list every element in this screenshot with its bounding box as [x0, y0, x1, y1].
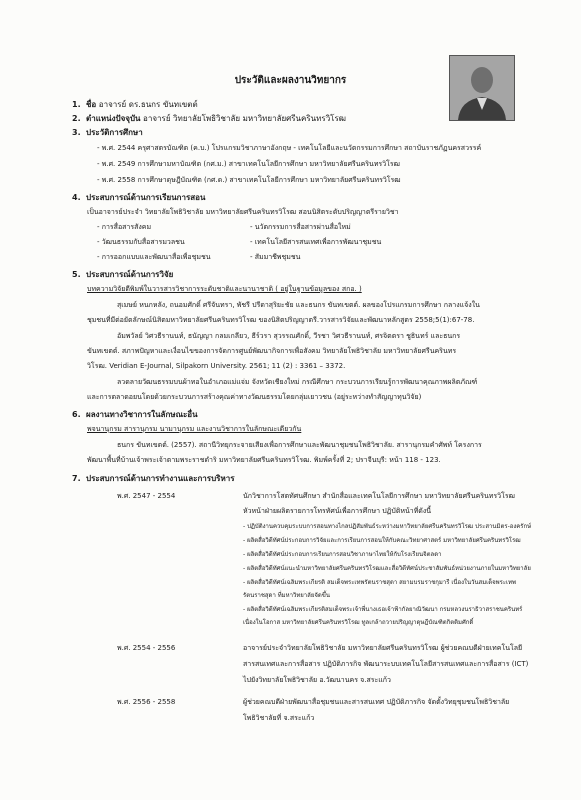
other-works-heading: พจนานุกรม สารานุกรม นามานุกรม และงานวิชาการในลักษณะเดียวกัน — [87, 425, 302, 433]
period-detail: - ผลิตสื่อวิดีทัศน์เฉลิมพระเกียรติ สมเด็จพระเทพรัตนราชสุดา สยามบรมราชกุมารี เนื่องในวันสมเด็จพระเทพ — [243, 579, 516, 586]
research-line: และการตลาดอยนโดยด้วยกระบวนการสร้างคุณค่าทางวัฒนธรรมโดยกลุ่มเยาวชน (อยู่ระหว่างทำสัญญาทุนวิจัย) — [87, 393, 422, 401]
section-label: ประสบการณ์ด้านการวิจัย — [86, 270, 174, 279]
section-label: ประสบการณ์ด้านการทำงานและการบริหาร — [86, 474, 235, 483]
section-number: 6. — [72, 410, 81, 419]
period-detail: - ผลิตสื่อวิดีทัศน์แนะนำมหาวิทยาลัยศรีนครินทรวิโรฒและสื่อวิดีทัศน์ประชาสัมพันธ์หน่วยงานภายในมหาวิทยาลัย — [243, 565, 531, 572]
education-item: - พ.ศ. 2549 การศึกษามหาบัณฑิต (กศ.ม.) สาขาเทคโนโลยีการศึกษา มหาวิทยาลัยศรีนครินทรวิโรฒ — [97, 160, 400, 168]
section-label: ผลงานทางวิชาการในลักษณะอื่น — [86, 410, 198, 419]
section-education — [72, 127, 143, 138]
section-name — [72, 99, 198, 110]
course-item: - วัฒนธรรมกับสื่อสารมวลชน — [97, 238, 185, 246]
period-detail: เนื่องในโอกาส มหาวิทยาลัยศรีนครินทรวิโรฒ ทูลเกล้าถวายปริญญาดุษฎีบัณฑิตกิตติมศักดิ์ — [243, 619, 474, 626]
period-role: ไปยังวิทยาลัยโพธิวิชาลัย อ.วัฒนานคร จ.สระแก้ว — [243, 676, 391, 684]
current-position: อาจารย์ วิทยาลัยโพธิวิชาลัย มหาวิทยาลัยศรีนครินทรวิโรฒ — [143, 114, 347, 123]
section-number: 2. — [72, 114, 81, 123]
period-detail: - ผลิตสื่อวิดีทัศน์ประกอบการวิจัยและการเรียนการสอนให้กับคณะวิทยาศาสตร์ มหาวิทยาลัยศรีนครินทรวิโรฒ — [243, 537, 521, 544]
section-label: ชื่อ — [86, 100, 97, 109]
person-portrait-icon — [450, 56, 514, 120]
course-item: - การสื่อสารสังคม — [97, 223, 152, 231]
section-number: 4. — [72, 193, 81, 202]
period-detail: - ปฏิบัติงานควบคุมระบบการสอนทางไกลปฏิสัมพันธ์ระหว่างมหาวิทยาลัยศรีนครินทรวิโรฒ ประสานมิตร-องครักษ์ — [243, 523, 532, 530]
research-line: ลวดลายวัฒนธรรมบนผ้าทอในอำเภอแม่แจ่ม จังหวัดเชียงใหม่ กรณีศึกษา กระบวนการเรียนรู้การพัฒนาคุณภาพผลิตภัณฑ์ — [117, 378, 478, 386]
period-role: โพธิวิชาลัยที่ จ.สระแก้ว — [243, 714, 315, 722]
period-years: พ.ศ. 2554 - 2556 — [117, 644, 176, 652]
section-number: 3. — [72, 128, 81, 137]
course-item: - เทคโนโลยีสารสนเทศเพื่อการพัฒนาชุมชน — [250, 238, 382, 246]
period-detail: - ผลิตสื่อวิดีทัศน์เฉลิมพระเกียรติสมเด็จพระเจ้าพี่นางเธอเจ้าฟ้ากัลยาณิวัฒนา กรมหลวงนราธิวาสราชนครินทร์ — [243, 606, 523, 613]
research-line: ชุมชนที่มีต่อยัตลักษณ์นิสิตมหาวิทยาลัยศรีนครินทรวิโรฒ ของนิสิตปริญญาตรี.วารสารวิจัยและพัฒนาหลักสูตร 2558;5(1):67-78. — [87, 316, 475, 324]
period-detail: รัตนราชสุดา ที่มหาวิทยาลัยจัดขึ้น — [243, 592, 330, 599]
section-admin — [72, 473, 235, 484]
period-detail: - ผลิตสื่อวิดีทัศน์ประกอบการเรียนการสอนวิชาภาษาไทยให้กับโรงเรียนจิตลดา — [243, 551, 442, 558]
section-position — [72, 113, 346, 124]
period-years: พ.ศ. 2547 - 2554 — [117, 492, 176, 500]
section-number: 7. — [72, 474, 81, 483]
period-role: สารสนเทศและการสื่อสาร ปฏิบัติภารกิจ พัฒนาระบบเทคโนโลยีสารสนเทศและการสื่อสาร (ICT) — [243, 660, 529, 668]
course-item: - นวัตกรรมการสื่อสารผ่านสื่อใหม่ — [250, 223, 351, 231]
period-role: อาจารย์ประจำวิทยาลัยโพธิวิชาลัย มหาวิทยาลัยศรีนครินทรวิโรฒ ผู้ช่วยคณบดีฝ่ายเทคโนโลยี — [243, 644, 523, 652]
section-other-works — [72, 409, 198, 420]
section-teaching — [72, 192, 205, 203]
course-item: - สัมมาชีพชุมชน — [250, 253, 301, 261]
speaker-name: อาจารย์ ดร.ธนกร ขันทเขตต์ — [98, 100, 198, 109]
education-item: - พ.ศ. 2544 ครุศาสตรบัณฑิต (ค.บ.) โปรแกรมวิชาภาษาอังกฤษ - เทคโนโลยีและนวัตกรรมการศึกษา สถาบันราชภัฏนครสวรรค์ — [97, 144, 482, 152]
other-works-line: พัฒนาพื้นที่บ้านเจ้าพระเจ้าตามพระราชดำริ มหาวิทยาลัยศรีนครินทรวิโรฒ. พิมพ์ครั้งที่ 2; ปราจีนบุรี: หน้า 118 - 123. — [87, 456, 441, 464]
teaching-intro: เป็นอาจารย์ประจำ วิทยาลัยโพธิวิชาลัย มหาวิทยาลัยศรีนครินทรวิโรฒ สอนนิสิตระดับปริญญาตรีรายวิชา — [87, 208, 399, 216]
period-role: นักวิชาการโสตทัศนศึกษา สำนักสื่อและเทคโนโลยีการศึกษา มหาวิทยาลัยศรีนครินทรวิโรฒ — [243, 492, 515, 500]
section-number: 5. — [72, 270, 81, 279]
section-label: ประสบการณ์ด้านการเรียนการสอน — [86, 193, 206, 202]
research-heading: บทความวิจัยตีพิมพ์ในวารสารวิชาการระดับชาติและนานาชาติ ( อยู่ในฐานข้อมูลของ สกอ. ) — [87, 285, 362, 293]
period-role: ผู้ช่วยคณบดีฝ่ายพัฒนาสื่อชุมชนและสารสนเทศ ปฏิบัติภารกิจ จัดตั้งวิทยุชุมชนโพธิวิชาลัย — [243, 698, 510, 706]
research-line: ขันทเขตต์. สภาพปัญหาและเงื่อนไขของการจัดการศูนย์พัฒนากิจการเพื่อสังคม วิทยาลัยโพธิวิชาลัย มหาวิทยาลัยศรีนครินทร — [87, 347, 457, 355]
section-label: ตำแหน่งปัจจุบัน — [86, 114, 141, 123]
other-works-line: ธนกร ขันทเขตต์. (2557). สถานีวิทยุกระจายเสียงเพื่อการศึกษาและพัฒนาชุมชนโพธิวิชาลัย. สารานุกรมคำศัพท์ โครงการ — [117, 441, 482, 449]
page-title: ประวัติและผลงานวิทยากร — [234, 75, 347, 86]
section-label: ประวัติการศึกษา — [86, 128, 143, 137]
course-item: - การออกแบบและพัฒนาสื่อเพื่อชุมชน — [97, 253, 211, 261]
education-item: - พ.ศ. 2558 การศึกษาดุษฎีบัณฑิต (กศ.ด.) สาขาเทคโนโลยีการศึกษา มหาวิทยาลัยศรีนครินทรวิโรฒ — [97, 176, 401, 184]
profile-photo — [449, 55, 515, 121]
period-role: หัวหน้าฝ่ายผลิตรายการโทรทัศน์เพื่อการศึกษา ปฏิบัติหน้าที่ดังนี้ — [243, 507, 432, 515]
research-line: อัมพวัลย์ วิศวธีรานนท์, ธนัญญา กลมเกลียว, ธีร์วรา สุวรรณศักดิ์, วีรชา วิศวธีรานนท์, ศรจิตตรา ชูธินทร์ และธนกร — [117, 332, 461, 340]
research-line: วิโรฒ. Veridian E-Journal, Silpakorn University. 2561; 11 (2) : 3361 – 3372. — [87, 362, 346, 370]
research-line: สุเมษย์ หนกหลัง, ถนอมศักดิ์ ศรีจันทรา, พัชรี ปรีดาสุริยะชัย และธนกร ขันทเขตต์. ผลของโปรแกรมการศึกษา กลางแจ้งใน — [117, 301, 480, 309]
section-number: 1. — [72, 100, 81, 109]
section-research — [72, 269, 173, 280]
period-years: พ.ศ. 2556 - 2558 — [117, 698, 176, 706]
